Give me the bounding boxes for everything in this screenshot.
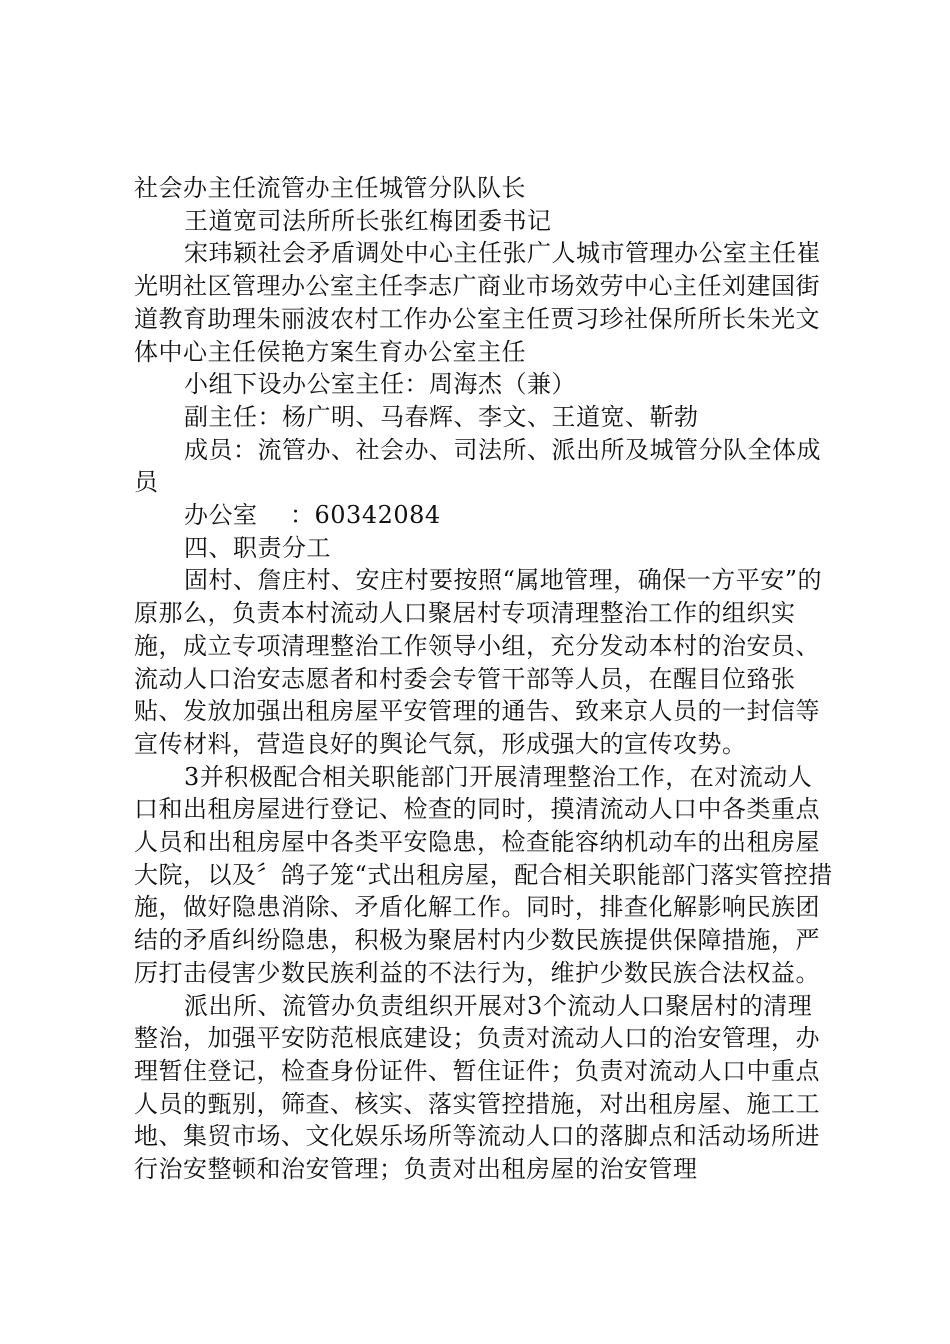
paragraph-members-1: 王道宽司法所所长张红梅团委书记 bbox=[184, 206, 552, 235]
paragraph-police-duties: 派出所、流管办负责组织开展对3个流动人口聚居村的清理整治，加强平安防范根底建设；负责对流动人口的治安管理，办理暂住登记，检查身份证件、暂住证件；负责对流动人口中重点人员的甄别，筛查、核实、落实管控措施，对出租房屋、施工工地、集贸市场、文化娱乐场所等流动人口的落脚点和活动场所进行治安整顿和治安管理；负责对出租房屋的治安管理 bbox=[134, 991, 820, 1184]
paragraph-deputy-directors: 副主任：杨广明、马春辉、李文、王道宽、靳勃 bbox=[184, 402, 699, 431]
paragraph-members-units: 成员：流管办、社会办、司法所、派出所及城管分队全体成员 bbox=[134, 435, 821, 497]
paragraph-office-phone: 办公室 ：60342084 bbox=[184, 501, 441, 530]
paragraph-office-director: 小组下设办公室主任：周海杰（兼） bbox=[184, 370, 576, 399]
paragraph-committee-line: 社会办主任流管办主任城管分队队长 bbox=[134, 174, 526, 202]
paragraph-cooperation-duties: 3并积极配合相关职能部门开展清理整治工作，在对流动人口和出租房屋进行登记、检查的同时，摸清流动人口中各类重点人员和出租房屋中各类平安隐患，检查能容纳机动车的出租房屋大院，以及〞鸽子笼“式出租房屋，配合相关职能部门落实管控措施，做好隐患消除、矛盾化解工作。同时，排查化解影响民族团结的矛盾纠纷隐患，积极为聚居村内少数民族提供保障措施，严厉打击侵害少数民族利益的不法行为，维护少数民族合法权益。 bbox=[134, 762, 833, 987]
paragraph-village-duties: 固村、詹庄村、安庄村要按照“属地管理，确保一方平安”的原那么，负责本村流动人口聚居村专项清理整治工作的组织实施，成立专项清理整治工作领导小组，充分发动本村的治安员、流动人口治安志愿者和村委会专管干部等人员，在醒目位臵张贴、发放加强出租房屋平安管理的通告、致来京人员的一封信等宣传材料，营造良好的舆论气氛，形成强大的宣传攻势。 bbox=[134, 566, 823, 758]
document-body bbox=[134, 172, 834, 1186]
section-heading-duties: 四、职责分工 bbox=[184, 533, 331, 562]
paragraph-members-2: 宋玮颖社会矛盾调处中心主任张广人城市管理办公室主任崔光明社区管理办公室主任李志广商业市场效劳中心主任刘建国街道教育助理朱丽波农村工作办公室主任贾习珍社保所所长朱光文体中心主任侯艳方案生育办公室主任 bbox=[134, 239, 821, 366]
